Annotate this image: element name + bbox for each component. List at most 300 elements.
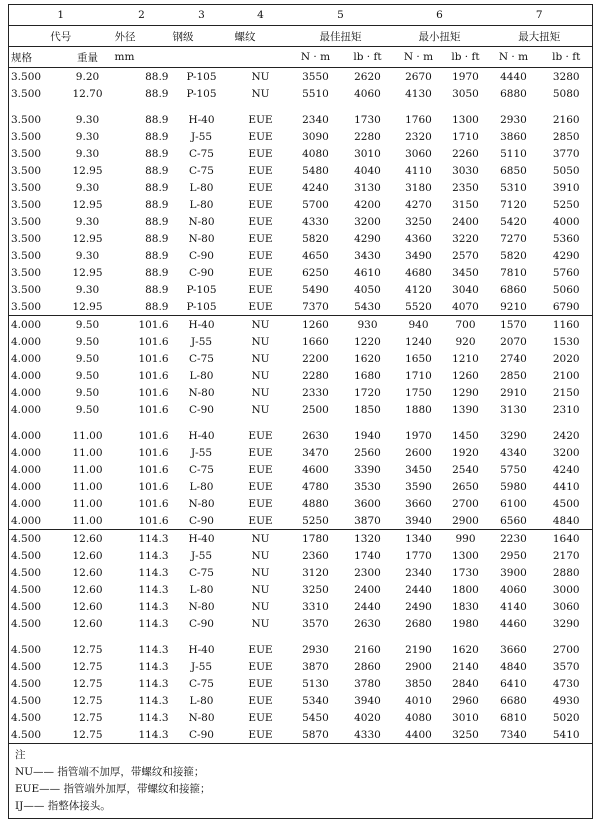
table-row [9, 658, 593, 675]
optimum-lbft-cell: 4020 [354, 711, 381, 724]
minimum-lbft-cell: 3220 [452, 232, 479, 245]
unit-label-row [9, 47, 593, 68]
spec-cell: 4.000 [11, 429, 42, 442]
minimum-nm-cell: 3940 [405, 514, 432, 527]
table-row [9, 709, 593, 726]
maximum-lbft-cell: 5360 [552, 232, 580, 245]
od-cell: 114.3 [138, 660, 169, 673]
maximum-lbft-cell: 3200 [552, 446, 580, 459]
optimum-nm-cell: 5480 [302, 164, 329, 177]
weight-cell: 12.75 [72, 728, 103, 741]
od-cell: 101.6 [138, 463, 169, 476]
maximum-lbft-cell: 2160 [552, 113, 580, 126]
notes [9, 744, 593, 819]
table-row [9, 281, 593, 298]
thread-cell: EUE [248, 249, 273, 262]
optimum-nm-cell: 4650 [302, 249, 329, 262]
maximum-nm-cell: 5420 [500, 215, 527, 228]
od-cell: 101.6 [138, 335, 169, 348]
grade-cell: C-90 [189, 514, 214, 527]
spec-cell: 4.500 [11, 728, 42, 741]
optimum-nm-cell: 3250 [302, 583, 329, 596]
maximum-lbft-cell: 2420 [552, 429, 580, 442]
weight-cell: 12.95 [72, 198, 103, 211]
grade-cell: C-90 [189, 249, 214, 262]
od-cell: 88.9 [145, 164, 169, 177]
maximum-lbft-cell: 3060 [552, 600, 580, 613]
note-nu: NU—— 指管端不加厚，带螺纹和接箍； [15, 766, 205, 778]
minimum-lbft-cell: 3050 [452, 87, 479, 100]
maximum-nm-cell: 4060 [500, 583, 527, 596]
od-cell: 101.6 [138, 497, 169, 510]
od-cell: 114.3 [138, 728, 169, 741]
optimum-nm-cell: 4780 [302, 480, 329, 493]
spec-cell: 4.500 [11, 583, 42, 596]
thread-cell: EUE [248, 643, 273, 656]
maximum-nm-cell: 6850 [500, 164, 527, 177]
od-cell: 88.9 [145, 147, 169, 160]
od-cell: 101.6 [138, 369, 169, 382]
minimum-nm-cell: 1240 [405, 335, 432, 348]
optimum-lbft-cell: 3010 [354, 147, 381, 160]
maximum-lbft-cell: 5050 [552, 164, 580, 177]
grade-cell: P-105 [186, 87, 217, 100]
od-cell: 114.3 [138, 677, 169, 690]
od-cell: 114.3 [138, 711, 169, 724]
weight-cell: 9.50 [75, 335, 100, 348]
spec-cell: 4.000 [11, 463, 42, 476]
column-number-row [9, 5, 593, 26]
grade-cell: C-75 [189, 352, 214, 365]
optimum-lbft-cell: 3390 [354, 463, 381, 476]
maximum-lbft-cell: 4000 [552, 215, 580, 228]
od-cell: 101.6 [138, 514, 169, 527]
minimum-nm-cell: 3490 [405, 249, 432, 262]
optimum-lbft-cell: 5430 [354, 300, 381, 313]
weight-cell: 9.30 [75, 283, 100, 296]
col-number-2: 2 [138, 9, 145, 21]
minimum-nm-cell: 4360 [405, 232, 432, 245]
optimum-lbft-cell: 2300 [354, 566, 381, 579]
grade-cell: H-40 [188, 532, 215, 545]
grade-cell: C-75 [189, 677, 214, 690]
maximum-lbft-cell: 5250 [552, 198, 580, 211]
minimum-nm-cell: 1750 [405, 386, 432, 399]
weight-cell: 9.30 [75, 181, 100, 194]
optimum-nm-cell: 2200 [302, 352, 329, 365]
table-row [9, 230, 593, 247]
od-cell: 114.3 [138, 617, 169, 630]
grade-cell: L-80 [189, 369, 214, 382]
maximum-nm-cell: 2950 [500, 549, 527, 562]
optimum-nm-cell: 5130 [302, 677, 329, 690]
od-cell: 101.6 [138, 480, 169, 493]
grade-cell: C-90 [189, 617, 214, 630]
grade-cell: H-40 [188, 643, 215, 656]
grade-cell: C-90 [189, 266, 214, 279]
minimum-lbft-cell: 2570 [452, 249, 479, 262]
minimum-nm-cell: 3450 [405, 463, 432, 476]
col-number-4: 4 [257, 9, 264, 21]
optimum-nm-cell: 2500 [302, 403, 329, 416]
thread-cell: EUE [248, 113, 273, 126]
thread-cell: NU [251, 532, 270, 545]
optimum-lbft-cell: 4040 [354, 164, 381, 177]
weight-cell: 9.50 [75, 403, 100, 416]
weight-cell: 9.50 [75, 352, 100, 365]
minimum-lbft-cell: 1800 [452, 583, 479, 596]
maximum-nm-cell: 7340 [500, 728, 527, 741]
optimum-lbft-cell: 4060 [354, 87, 381, 100]
optimum-lbft-cell: 1940 [354, 429, 381, 442]
optimum-nm-cell: 4600 [302, 463, 329, 476]
optimum-lbft-cell: 2400 [354, 583, 381, 596]
grade-cell: H-40 [188, 113, 215, 126]
optimum-lbft-cell: 2440 [354, 600, 381, 613]
od-cell: 88.9 [145, 70, 169, 83]
minimum-lbft-cell: 2400 [452, 215, 479, 228]
grade-cell: N-80 [188, 232, 215, 245]
optimum-nm-cell: 1260 [302, 318, 329, 331]
maximum-lbft-cell: 3000 [552, 583, 580, 596]
spec-cell: 4.000 [11, 352, 42, 365]
thread-cell: NU [251, 87, 270, 100]
od-cell: 88.9 [145, 181, 169, 194]
optimum-nm-cell: 5700 [302, 198, 329, 211]
optimum-lbft-cell: 2630 [354, 617, 381, 630]
minimum-nm-cell: 4010 [405, 694, 432, 707]
maximum-nm-header: N · m [487, 47, 541, 68]
weight-cell: 11.00 [72, 446, 103, 459]
spec-cell: 4.000 [11, 386, 42, 399]
note-eue: EUE—— 指管端外加厚，带螺纹和接箍； [15, 783, 211, 795]
maximum-nm-cell: 2230 [500, 532, 527, 545]
minimum-lbft-cell: 3450 [452, 266, 479, 279]
table-row [9, 111, 593, 128]
weight-cell: 11.00 [72, 514, 103, 527]
minimum-lbft-cell: 1210 [452, 352, 479, 365]
table-row [9, 444, 593, 461]
maximum-lbft-cell: 3770 [552, 147, 580, 160]
optimum-lbft-cell: 4330 [354, 728, 381, 741]
maximum-lbft-cell: 5410 [552, 728, 580, 741]
spec-cell: 3.500 [11, 300, 42, 313]
weight-cell: 12.60 [72, 532, 103, 545]
weight-cell: 12.75 [72, 660, 103, 673]
optimum-lbft-cell: 4050 [354, 283, 381, 296]
maximum-nm-cell: 6560 [500, 514, 527, 527]
minimum-nm-cell: 4080 [405, 711, 432, 724]
maximum-lbft-cell: 2700 [552, 643, 580, 656]
weight-cell: 11.00 [72, 480, 103, 493]
weight-cell: 12.60 [72, 566, 103, 579]
minimum-nm-cell: 2670 [405, 70, 432, 83]
maximum-nm-cell: 3130 [500, 403, 527, 416]
weight-cell: 12.75 [72, 694, 103, 707]
weight-cell: 9.50 [75, 386, 100, 399]
table-row [9, 350, 593, 367]
minimum-nm-cell: 2600 [405, 446, 432, 459]
weight-cell: 11.00 [72, 429, 103, 442]
optimum-lbft-cell: 3600 [354, 497, 381, 510]
table-row [9, 298, 593, 316]
thread-cell: NU [251, 70, 270, 83]
thread-cell: EUE [248, 232, 273, 245]
weight-cell: 9.30 [75, 215, 100, 228]
optimum-lbft-cell: 2860 [354, 660, 381, 673]
optimum-lbft-header: lb · ft [343, 47, 393, 68]
spec-cell: 4.000 [11, 403, 42, 416]
thread-cell: EUE [248, 497, 273, 510]
thread-cell: NU [251, 403, 270, 416]
optimum-nm-cell: 5510 [302, 87, 329, 100]
optimum-lbft-cell: 2620 [354, 70, 381, 83]
maximum-lbft-cell: 4840 [552, 514, 580, 527]
minimum-nm-cell: 2320 [405, 130, 432, 143]
optimum-lbft-cell: 3530 [354, 480, 381, 493]
weight-cell: 11.00 [72, 497, 103, 510]
maximum-lbft-cell: 3280 [552, 70, 580, 83]
optimum-lbft-cell: 4200 [354, 198, 381, 211]
minimum-nm-cell: 1880 [405, 403, 432, 416]
table-row [9, 162, 593, 179]
spec-cell: 4.500 [11, 617, 42, 630]
maximum-lbft-cell: 2100 [552, 369, 580, 382]
maximum-lbft-cell: 5060 [552, 283, 580, 296]
optimum-torque-header: 最佳扭矩 [289, 26, 393, 47]
table-row [9, 512, 593, 530]
minimum-nm-cell: 2680 [405, 617, 432, 630]
optimum-nm-header: N · m [289, 47, 343, 68]
maximum-lbft-cell: 2880 [552, 566, 580, 579]
minimum-lbft-cell: 2900 [452, 514, 479, 527]
optimum-lbft-cell: 1620 [354, 352, 381, 365]
minimum-nm-cell: 1760 [405, 113, 432, 126]
optimum-lbft-cell: 1680 [354, 369, 381, 382]
maximum-nm-cell: 2850 [500, 369, 527, 382]
weight-cell: 12.60 [72, 600, 103, 613]
table-row [9, 333, 593, 350]
optimum-nm-cell: 5450 [302, 711, 329, 724]
od-cell: 88.9 [145, 249, 169, 262]
maximum-nm-cell: 7120 [500, 198, 527, 211]
group-gap [9, 418, 593, 427]
table-row [9, 145, 593, 162]
optimum-lbft-cell: 1320 [354, 532, 381, 545]
thread-cell: EUE [248, 446, 273, 459]
spec-cell: 4.500 [11, 660, 42, 673]
group-label-row [9, 26, 593, 47]
table-row [9, 179, 593, 196]
maximum-nm-cell: 6860 [500, 283, 527, 296]
od-header: 外径 [113, 26, 171, 47]
spec-cell: 4.500 [11, 566, 42, 579]
minimum-nm-cell: 940 [408, 318, 429, 331]
optimum-lbft-cell: 1720 [354, 386, 381, 399]
grade-cell: L-80 [189, 694, 214, 707]
minimum-nm-cell: 3180 [405, 181, 432, 194]
weight-cell: 12.95 [72, 164, 103, 177]
optimum-nm-cell: 7370 [302, 300, 329, 313]
minimum-lbft-cell: 920 [455, 335, 476, 348]
table-row [9, 128, 593, 145]
thread-cell: EUE [248, 198, 273, 211]
maximum-lbft-cell: 2170 [552, 549, 580, 562]
grade-cell: P-105 [186, 70, 217, 83]
od-cell: 101.6 [138, 318, 169, 331]
weight-cell: 12.60 [72, 549, 103, 562]
maximum-nm-cell: 5310 [500, 181, 527, 194]
table-row [9, 247, 593, 264]
table-row [9, 564, 593, 581]
table-row [9, 547, 593, 564]
minimum-lbft-cell: 1450 [452, 429, 479, 442]
spec-cell: 3.500 [11, 87, 42, 100]
optimum-nm-cell: 3470 [302, 446, 329, 459]
maximum-nm-cell: 5750 [500, 463, 527, 476]
minimum-lbft-cell: 1290 [452, 386, 479, 399]
table-row [9, 598, 593, 615]
thread-cell: EUE [248, 711, 273, 724]
minimum-lbft-cell: 1920 [452, 446, 479, 459]
minimum-nm-cell: 1340 [405, 532, 432, 545]
minimum-lbft-cell: 2840 [452, 677, 479, 690]
spec-cell: 4.500 [11, 677, 42, 690]
grade-cell: J-55 [190, 549, 213, 562]
optimum-nm-cell: 3310 [302, 600, 329, 613]
od-cell: 114.3 [138, 532, 169, 545]
thread-cell: EUE [248, 147, 273, 160]
od-cell: 114.3 [138, 583, 169, 596]
thread-cell: NU [251, 600, 270, 613]
col-number-5: 5 [337, 9, 344, 21]
optimum-nm-cell: 2340 [302, 113, 329, 126]
grade-cell: N-80 [188, 215, 215, 228]
grade-cell: C-75 [189, 147, 214, 160]
optimum-lbft-cell: 4610 [354, 266, 381, 279]
maximum-lbft-cell: 5020 [552, 711, 580, 724]
minimum-nm-cell: 2340 [405, 566, 432, 579]
spec-cell: 3.500 [11, 70, 42, 83]
maximum-lbft-cell: 1640 [552, 532, 580, 545]
od-cell: 88.9 [145, 300, 169, 313]
spec-cell: 3.500 [11, 113, 42, 126]
spec-cell: 3.500 [11, 266, 42, 279]
grade-cell: L-80 [189, 583, 214, 596]
maximum-nm-cell: 4140 [500, 600, 527, 613]
od-cell: 88.9 [145, 283, 169, 296]
notes-title: 注 [15, 749, 26, 761]
od-cell: 114.3 [138, 643, 169, 656]
grade-cell: C-90 [189, 728, 214, 741]
weight-cell: 12.75 [72, 643, 103, 656]
maximum-lbft-cell: 5080 [552, 87, 580, 100]
minimum-lbft-cell: 2350 [452, 181, 479, 194]
minimum-lbft-cell: 700 [455, 318, 476, 331]
maximum-lbft-cell: 2850 [552, 130, 580, 143]
maximum-torque-header: 最大扭矩 [487, 26, 593, 47]
minimum-nm-cell: 4680 [405, 266, 432, 279]
spec-cell: 4.000 [11, 335, 42, 348]
minimum-lbft-cell: 1970 [452, 70, 479, 83]
table-row [9, 675, 593, 692]
minimum-lbft-cell: 2960 [452, 694, 479, 707]
table-row [9, 461, 593, 478]
weight-cell: 12.95 [72, 300, 103, 313]
minimum-lbft-cell: 1300 [452, 549, 479, 562]
table-row [9, 530, 593, 547]
optimum-nm-cell: 5340 [302, 694, 329, 707]
weight-cell: 9.30 [75, 113, 100, 126]
minimum-lbft-cell: 2650 [452, 480, 479, 493]
table-row [9, 495, 593, 512]
weight-cell: 12.75 [72, 711, 103, 724]
maximum-nm-cell: 2740 [500, 352, 527, 365]
optimum-nm-cell: 1660 [302, 335, 329, 348]
minimum-nm-cell: 4120 [405, 283, 432, 296]
weight-cell: 11.00 [72, 463, 103, 476]
optimum-nm-cell: 5820 [302, 232, 329, 245]
grade-cell: N-80 [188, 497, 215, 510]
table-row [9, 692, 593, 709]
weight-cell: 9.50 [75, 369, 100, 382]
spec-cell: 4.500 [11, 549, 42, 562]
minimum-lbft-cell: 3040 [452, 283, 479, 296]
table-row [9, 85, 593, 102]
minimum-nm-cell: 3660 [405, 497, 432, 510]
od-cell: 101.6 [138, 429, 169, 442]
optimum-lbft-cell: 3200 [354, 215, 381, 228]
maximum-nm-cell: 5820 [500, 249, 527, 262]
optimum-nm-cell: 5490 [302, 283, 329, 296]
maximum-nm-cell: 1570 [500, 318, 527, 331]
maximum-lbft-cell: 4240 [552, 463, 580, 476]
od-cell: 114.3 [138, 549, 169, 562]
maximum-nm-cell: 6410 [500, 677, 527, 690]
thread-cell: EUE [248, 300, 273, 313]
minimum-lbft-cell: 2140 [452, 660, 479, 673]
optimum-nm-cell: 2280 [302, 369, 329, 382]
thread-cell: EUE [248, 283, 273, 296]
od-cell: 114.3 [138, 566, 169, 579]
col-number-1: 1 [57, 9, 65, 21]
table-row [9, 367, 593, 384]
grade-cell: J-55 [190, 335, 213, 348]
optimum-nm-cell: 4330 [302, 215, 329, 228]
minimum-nm-cell: 4130 [405, 87, 432, 100]
table-row [9, 68, 593, 85]
optimum-lbft-cell: 1220 [354, 335, 381, 348]
grade-cell: C-75 [189, 566, 214, 579]
spec-cell: 3.500 [11, 283, 42, 296]
maximum-lbft-cell: 2020 [552, 352, 580, 365]
grade-cell: L-80 [189, 198, 214, 211]
grade-cell: C-75 [189, 463, 214, 476]
torque-table-page [8, 0, 592, 819]
maximum-lbft-cell: 4290 [552, 249, 580, 262]
thread-cell: EUE [248, 660, 273, 673]
weight-cell: 12.60 [72, 617, 103, 630]
minimum-lbft-cell: 1390 [452, 403, 479, 416]
thread-cell: EUE [248, 181, 273, 194]
maximum-nm-cell: 2910 [500, 386, 527, 399]
thread-cell: EUE [248, 480, 273, 493]
maximum-nm-cell: 6880 [500, 87, 527, 100]
thread-cell: NU [251, 335, 270, 348]
notes-row [9, 744, 593, 819]
minimum-nm-cell: 2490 [405, 600, 432, 613]
minimum-lbft-cell: 1300 [452, 113, 479, 126]
